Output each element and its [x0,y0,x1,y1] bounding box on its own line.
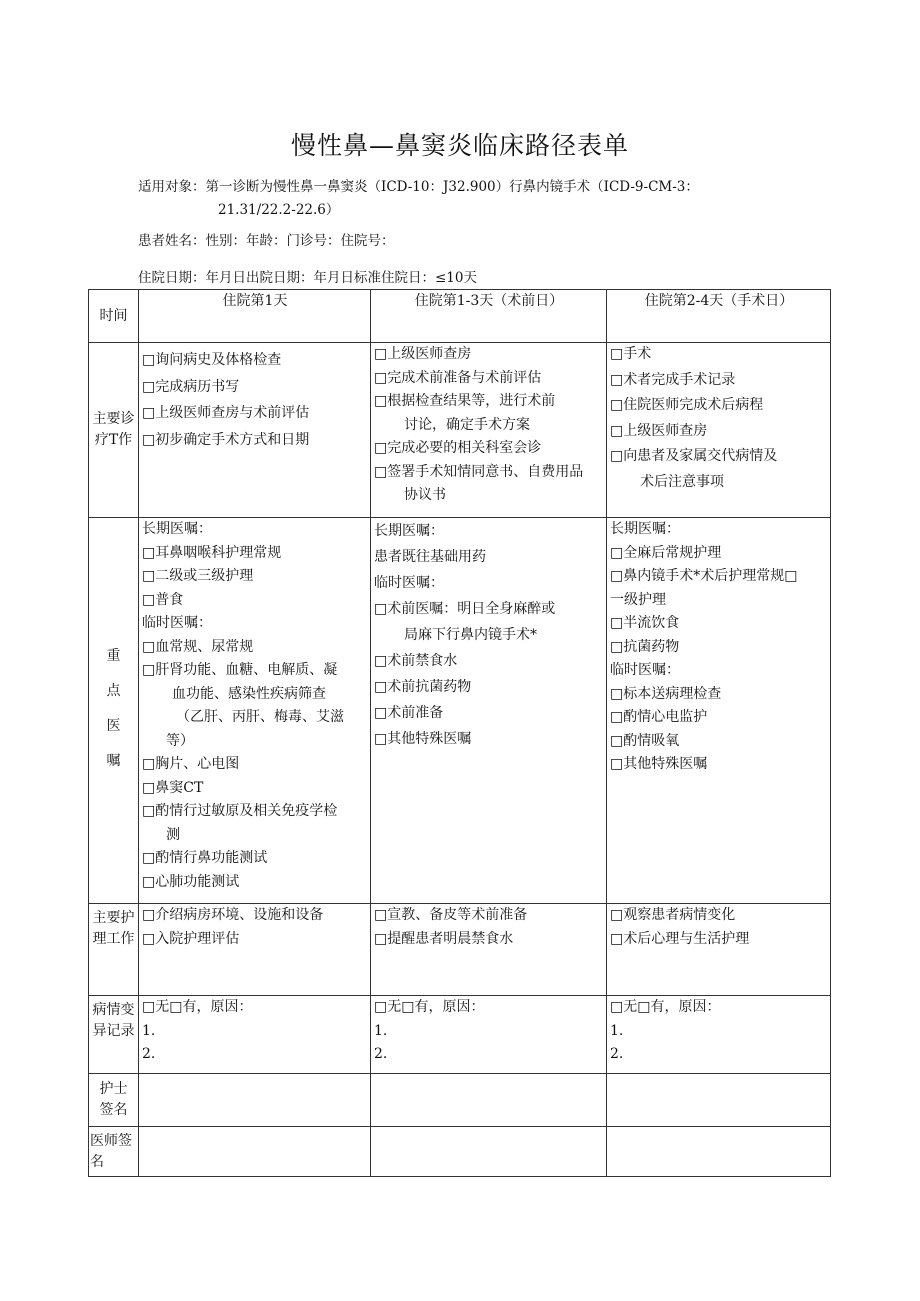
page-title: 慢性鼻—鼻窦炎临床路径表单 [290,131,629,160]
variance-row [89,996,831,1074]
main-work-label: 主要诊疗T作 [89,343,139,518]
list-item: □住院医师完成术后病程 [610,397,764,413]
header-day2-4: 住院第2-4天（手术日） [607,290,831,343]
variance-check[interactable]: □无□有，原因： [610,999,721,1015]
list-item: （乙肝、丙肝、梅毒、艾滋 [176,709,344,725]
list-item: □提醒患者明晨禁食水 [374,930,514,947]
list-item: □观察患者病情变化 [610,907,736,923]
doctor-sign-day1[interactable] [139,1127,371,1177]
list-item: □上级医师查房 [610,422,708,439]
list-item: □酌情行鼻功能测试 [142,850,268,866]
list-item: □抗菌药物 [610,638,680,655]
nurse-sign-day1-3[interactable] [371,1074,607,1127]
orders-day2-4 [607,518,831,904]
variance-day1-3 [371,996,607,1074]
list-item: □鼻窦CT [142,779,204,796]
list-item: 长期医嘱： [374,523,444,539]
list-item: □介绍病房环境、设施和设备 [142,907,324,923]
list-item: □肝肾功能、血糖、电解质、凝 [142,662,338,678]
list-item: □普食 [142,591,184,608]
list-item: □半流饮食 [610,615,680,631]
orders-label-char: 医 [106,717,121,734]
list-item: □血常规、尿常规 [142,638,254,655]
list-item: □签署手术知情同意书、自费用品 [374,463,584,480]
orders-label-char: 嘱 [106,752,121,769]
list-item: 协议书 [404,487,446,503]
list-item: □完成病历书写 [142,378,240,395]
list-item: 血功能、感染性疾病筛查 [172,685,326,702]
list-item: □初步确定手术方式和日期 [142,431,310,448]
list-item: □宣教、备皮等术前准备 [374,907,528,923]
variance-day1 [139,996,371,1074]
variance-reason-1: 1. [142,1022,156,1039]
header-time: 时间 [89,290,139,343]
list-item: 长期医嘱： [610,521,680,537]
list-item: 等） [166,732,194,749]
list-item: □标本送病理检查 [610,685,722,702]
list-item: □上级医师查房与术前评估 [142,405,310,421]
variance-day2-4 [607,996,831,1074]
list-item: □胸片、心电图 [142,756,240,772]
header-day1: 住院第1天 [139,290,371,343]
orders-row [89,518,831,904]
variance-reason-2: 2. [610,1046,624,1062]
list-item: □全麻后常规护理 [610,544,722,561]
nursing-day2-4 [607,904,831,996]
list-item: □术前抗菌药物 [374,679,472,695]
list-item: □术前准备 [374,705,444,721]
variance-check[interactable]: □无□有，原因： [374,999,485,1015]
applicable-line-2: 21.31/22.2-22.6） [218,202,340,218]
list-item: 术后注意事项 [640,473,724,490]
list-item: □术前禁食水 [374,653,458,669]
main-work-row [89,343,831,518]
list-item: □酌情行过敏原及相关免疫学检 [142,803,338,819]
list-item: □术后心理与生活护理 [610,930,750,947]
nursing-day1 [139,904,371,996]
patient-info-line: 患者姓名：性别：年龄：门诊号：住院号： [138,233,395,249]
variance-reason-2: 2. [374,1046,388,1062]
list-item: 一级护理 [610,591,666,608]
nurse-sign-day2-4[interactable] [607,1074,831,1127]
variance-reason-2: 2. [142,1046,156,1062]
header-row [89,290,831,343]
orders-day1 [139,518,371,904]
dates-line: 住院日期：年月日出院日期：年月日标准住院日：≤10天 [138,270,477,286]
list-item: 长期医嘱： [142,521,212,537]
list-item: 局麻下行鼻内镜手术* [404,627,537,643]
list-item: 临时医嘱： [142,615,212,631]
list-item: □手术 [610,346,652,362]
variance-check[interactable]: □无□有，原因： [142,999,253,1015]
list-item: □酌情吸氧 [610,732,680,749]
list-item: □询问病史及体格检查 [142,352,282,368]
list-item: □酌情心电监护 [610,709,708,725]
list-item: □根据检查结果等，进行术前 [374,393,556,409]
list-item: 临时医嘱： [374,575,444,591]
variance-reason-1: 1. [374,1022,388,1039]
list-item: □上级医师查房 [374,346,472,362]
orders-day1-3 [371,518,607,904]
list-item: □完成必要的相关科室会诊 [374,440,542,456]
main-work-day1-3 [371,343,607,518]
applicable-line-1: 适用对象：第一诊断为慢性鼻一鼻窦炎（ICD-10：J32.900）行鼻内镜手术（ICD-9-CM-3： [138,179,699,195]
list-item: 临时医嘱： [610,662,680,678]
header-day1-3: 住院第1-3天（术前日） [371,290,607,343]
list-item: □二级或三级护理 [142,568,254,584]
list-item: □术前医嘱：明日全身麻醉或 [374,601,556,617]
list-item: □其他特殊医嘱 [374,731,472,747]
nurse-sign-row [89,1074,831,1127]
orders-label-char: 点 [106,682,121,699]
list-item: □术者完成手术记录 [610,371,736,388]
clinical-pathway-table [88,289,831,1177]
doctor-sign-label: 医师签名 [89,1127,139,1177]
list-item: □鼻内镜手术*术后护理常规□ [610,568,798,584]
list-item: □耳鼻咽喉科护理常规 [142,544,282,561]
list-item: 患者既往基础用药 [374,549,486,565]
main-work-day1 [139,343,371,518]
orders-label-char: 重 [106,647,121,664]
list-item: □完成术前准备与术前评估 [374,369,542,386]
nurse-sign-label: 护士签名 [89,1074,139,1127]
list-item: 测 [166,826,180,843]
variance-reason-1: 1. [610,1022,624,1039]
list-item: 讨论，确定手术方案 [404,416,530,433]
doctor-sign-row [89,1127,831,1177]
list-item: □向患者及家属交代病情及 [610,448,778,464]
doctor-sign-day1-3[interactable] [371,1127,607,1177]
nursing-label: 主要护理工作 [89,904,139,996]
list-item: □心肺功能测试 [142,873,240,890]
variance-label: 病情变异记录 [89,996,139,1074]
orders-label [89,518,139,904]
nurse-sign-day1[interactable] [139,1074,371,1127]
list-item: □其他特殊医嘱 [610,756,708,772]
doctor-sign-day2-4[interactable] [607,1127,831,1177]
nursing-day1-3 [371,904,607,996]
main-work-day2-4 [607,343,831,518]
nursing-row [89,904,831,996]
list-item: □入院护理评估 [142,930,240,947]
